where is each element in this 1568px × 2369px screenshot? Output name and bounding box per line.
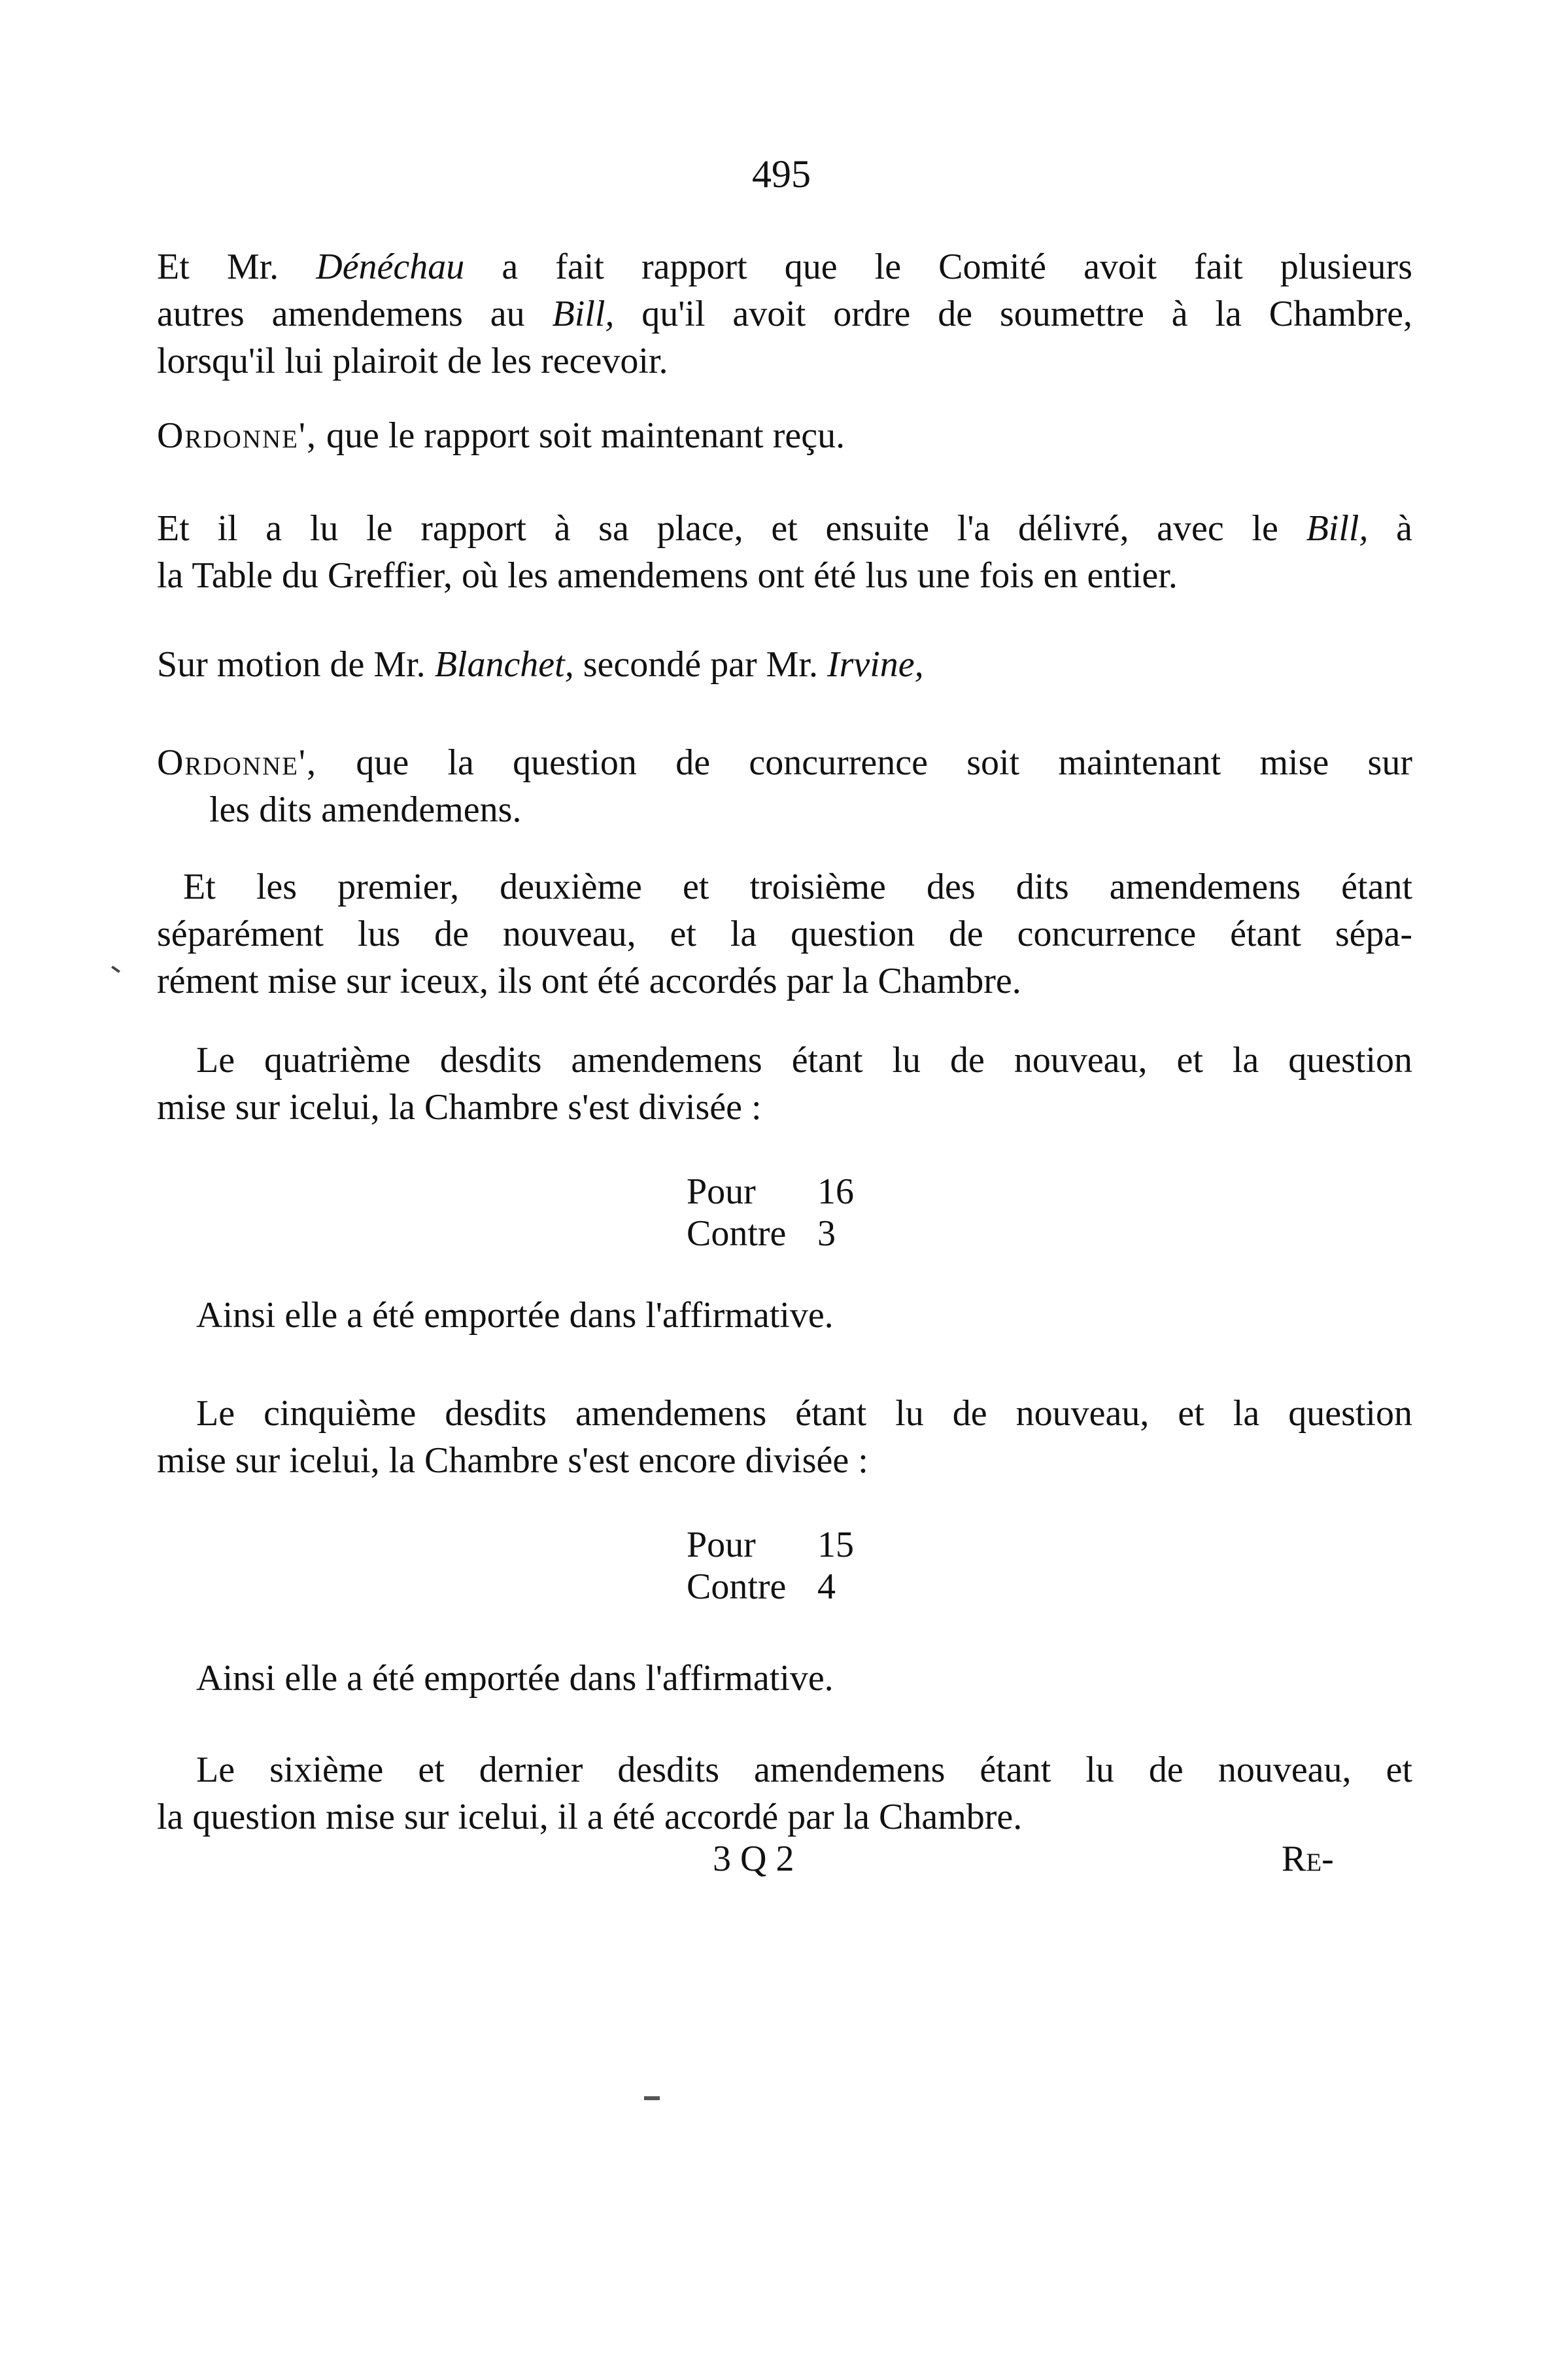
paragraph-first-amendments [157,863,1412,1005]
text-line: rément mise sur iceux, ils ont été accordés par la Chambre. [157,961,1021,1001]
text-line: autres amendemens au Bill, qu'il avoit ordre de soumettre à la Chambre, [157,294,1412,334]
text-line: Sur motion de Mr. Blanchet, secondé par Mr. Irvine, [157,644,924,685]
paragraph-fourth-amendment [157,1037,1412,1131]
vote-contre: Contre 4 [687,1566,836,1607]
text-line: Ainsi elle a été emportée dans l'affirmative. [196,1295,834,1336]
paragraph-fifth-amendment [157,1390,1412,1484]
paragraph-order-report [157,412,1412,459]
paragraph-order-concurrence [157,739,1412,833]
paragraph-sixth-amendment [157,1746,1412,1841]
paragraph-result-2 [157,1655,1412,1702]
text-line: mise sur icelui, la Chambre s'est encore divisée : [157,1440,868,1481]
paragraph-report-amendments [157,243,1412,385]
text-line: Et les premier, deuxième et troisième des dits amendemens étant [183,867,1412,907]
division-vote-2 [687,1524,854,1608]
text-line: les dits amendemens. [209,789,522,830]
paragraph-result-1 [157,1292,1412,1339]
person-name: Dénéchau [316,247,465,287]
text-line: lorsqu'il lui plairoit de les recevoir. [157,341,668,381]
vote-contre: Contre 3 [687,1213,836,1254]
bill-term: Bill, [552,294,615,334]
text-line: mise sur icelui, la Chambre s'est divisée : [157,1087,762,1128]
ordonne-label: Ordonne', [157,415,318,456]
text-line: Ordonne', que le rapport soit maintenant reçu. [157,415,845,456]
print-mark [644,2096,660,2100]
text-line: Le cinquième desdits amendemens étant lu de nouveau, et la question [196,1393,1412,1434]
text-line: Le sixième et dernier desdits amendemens étant lu de nouveau, et [196,1750,1412,1790]
margin-mark [111,965,120,973]
person-name: Irvine, [827,644,924,685]
paragraph-motion [157,641,1412,688]
text-line: séparément lus de nouveau, et la question de concurrence étant sépa- [157,914,1412,954]
ordonne-label: Ordonne', [157,742,318,783]
page-number: 495 [752,152,811,196]
signature-mark: 3 Q 2 [713,1839,794,1879]
division-vote-1 [687,1171,854,1254]
text-line: Et il a lu le rapport à sa place, et ensuite l'a délivré, avec le Bill, à [157,508,1413,549]
bill-term: Bill, [1306,508,1369,549]
text-line: Ainsi elle a été emportée dans l'affirmative. [196,1658,834,1699]
paragraph-read-report [157,505,1412,599]
text-line: Et Mr. Dénéchau a fait rapport que le Comité avoit fait plusieurs [157,247,1412,287]
person-name: Blanchet, [434,644,574,685]
text-line: Ordonne', que la question de concurrence soit maintenant mise sur [157,742,1412,783]
catchword: Re- [1282,1839,1334,1879]
vote-pour: Pour 15 [687,1525,854,1565]
text-line: la Table du Greffier, où les amendemens ont été lus une fois en entier. [157,555,1178,596]
vote-pour: Pour 16 [687,1171,854,1212]
text-line: la question mise sur icelui, il a été accordé par la Chambre. [157,1797,1023,1837]
text-line: Le quatrième desdits amendemens étant lu de nouveau, et la question [196,1040,1412,1081]
